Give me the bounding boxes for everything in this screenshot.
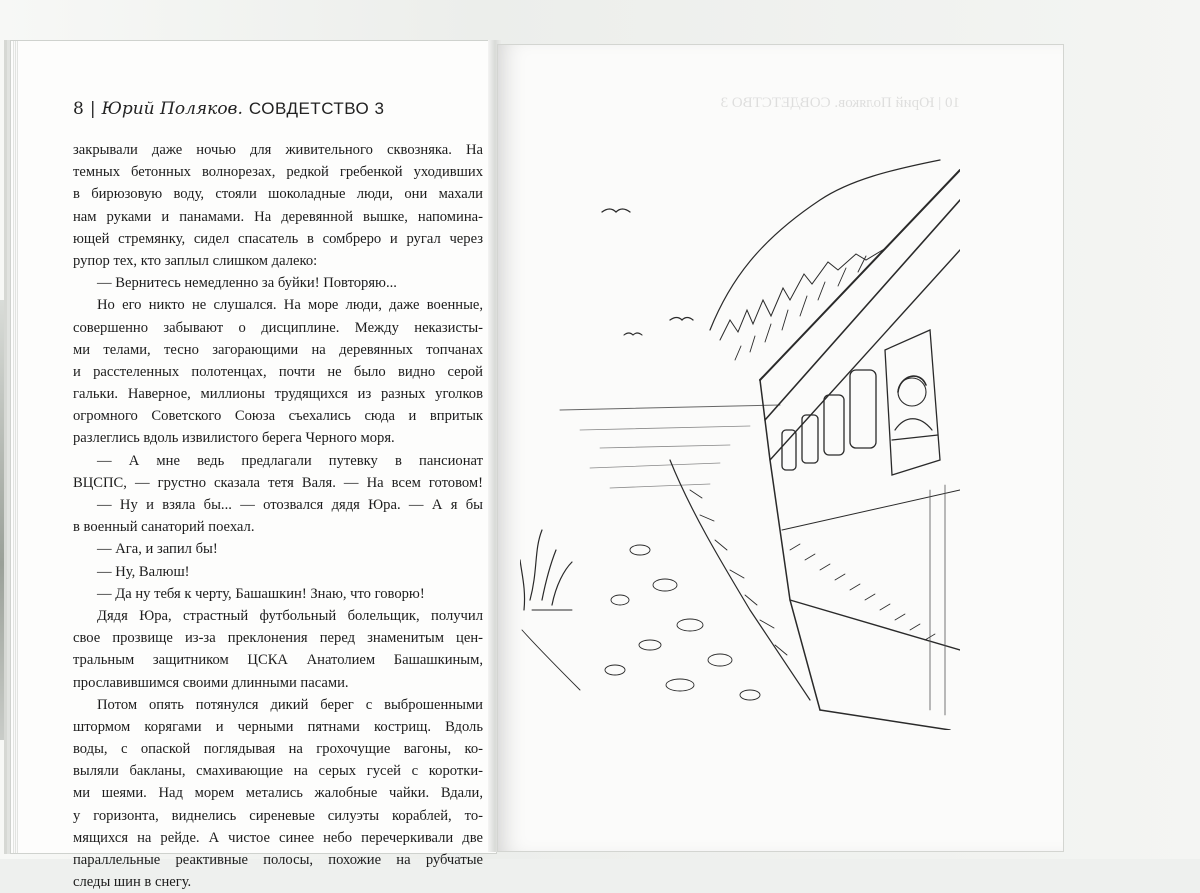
text-line: следы шин в снегу. <box>73 874 192 891</box>
text-line: — Ну, Валюш! <box>97 563 190 580</box>
text-line: Но его никто не слушался. На море люди, даже военные, <box>97 297 483 314</box>
text-line: параллельные реактивные полосы, похожие на рубчатые <box>73 852 483 868</box>
text-line: ми шеями. Над морем метались жалобные чайки. Вдали, <box>73 785 483 802</box>
bird-icon <box>624 333 642 335</box>
text-line: рупор тех, кто заплыл слишком далеко: <box>73 252 318 269</box>
text-line: — Да ну тебя к черту, Башашкин! Знаю, что говорю! <box>97 585 425 602</box>
text-line: разлеглись вдоль извилистого берега Черного моря. <box>73 430 395 447</box>
bird-icon <box>670 318 693 321</box>
header-separator: | <box>89 99 96 119</box>
text-line: совершенно забывают о дисциплине. Между неказисты- <box>73 319 483 336</box>
text-line: нам руками и панамами. На деревянной вышке, напомина- <box>73 208 483 225</box>
text-line: и расстеленных полотенцах, почти не было видно серой <box>73 363 483 380</box>
text-line: прославившимся своими длинными пасами. <box>73 674 349 691</box>
text-line: в военный санаторий поехал. <box>73 519 255 536</box>
text-line: ВЦСПС, — грустно сказала тетя Валя. — На всем готовом! <box>73 474 483 491</box>
text-line: мящихся на рейде. А чистое синее небо перечеркивали две <box>73 829 483 846</box>
page-number: 8 <box>73 99 84 119</box>
text-line: — Ну и взяла бы... — отозвался дядя Юра. — А я бы <box>97 497 483 513</box>
text-line: ющей стремянку, сидел спасатель в сомбреро и ругал через <box>73 230 483 247</box>
text-line: в бирюзовую воду, стояли шоколадные люди, они махали <box>73 186 483 203</box>
text-line: ми телами, тесно загорающими на деревянных топчанах <box>73 341 483 358</box>
text-line: воды, с опаской поглядывая на грохочущие вагоны, ко- <box>73 741 483 758</box>
body-text <box>73 139 483 893</box>
header-book-title: СОВДЕТСТВО 3 <box>248 99 385 118</box>
text-line: свое прозвище из-за преклонения перед знаменитым цен- <box>73 630 483 647</box>
text-line: тральным защитником ЦСКА Анатолием Башашкиным, <box>73 652 483 669</box>
text-line: гальки. Наверное, миллионы трудящихся из разных уголков <box>73 386 483 403</box>
text-line: закрывали даже ночью для живительного сквозняка. На <box>73 142 483 158</box>
text-line: у горизонта, виднелись сиреневые силуэты кораблей, то- <box>73 807 483 824</box>
running-header <box>73 99 473 119</box>
text-line: штормом корягами и черными пятнами кострищ. Вдоль <box>73 718 483 735</box>
text-line: огромного Советского Союза съехались сюда и впритык <box>73 408 483 425</box>
bleed-through-header: 10 | Юрий Поляков. СОВДЕТСТВО 3 <box>720 95 960 111</box>
train-illustration <box>520 130 960 730</box>
text-line: — Ага, и запил бы! <box>97 541 218 558</box>
text-line: — Вернитесь немедленно за буйки! Повторяю... <box>97 275 397 292</box>
text-line: темных бетонных волнорезах, редкой гребенкой уходивших <box>73 164 483 181</box>
text-line: выляли бакланы, смахивающие на серых гусей с коротки- <box>73 763 483 780</box>
header-author: Юрий Поляков. <box>101 99 243 119</box>
bird-icon <box>602 209 630 212</box>
text-line: Дядя Юра, страстный футбольный болельщик, получил <box>97 607 483 624</box>
text-line: Потом опять потянулся дикий берег с выброшенными <box>97 696 483 713</box>
text-line: — А мне ведь предлагали путевку в пансионат <box>97 452 483 469</box>
left-page <box>10 40 497 891</box>
